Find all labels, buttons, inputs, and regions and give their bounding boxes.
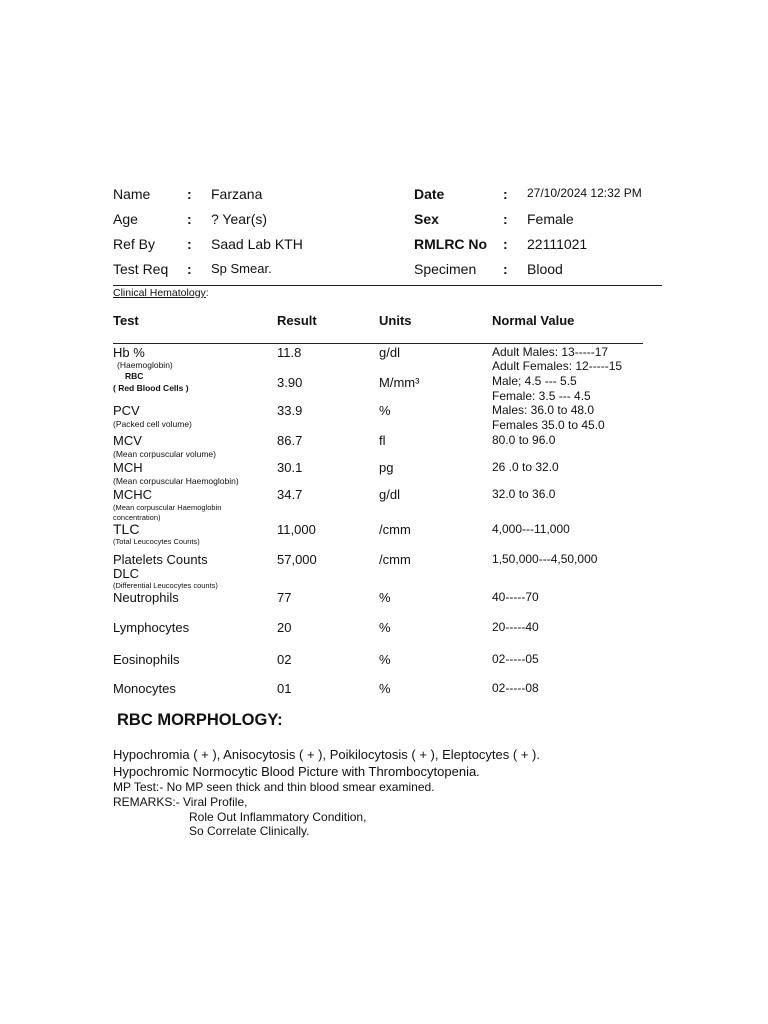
platelets-normal: 1,50,000---4,50,000 xyxy=(492,552,598,566)
lymphocytes-name: Lymphocytes xyxy=(113,620,190,635)
mchc-name: MCHC xyxy=(113,487,152,502)
hb-normal-1: Adult Males: 13-----17 xyxy=(492,345,609,359)
ref-by-colon: : xyxy=(187,236,192,252)
hb-normal-2: Adult Females: 12-----15 xyxy=(492,359,623,373)
tlc-sub: (Total Leucocytes Counts) xyxy=(113,537,200,546)
col-header-test: Test xyxy=(113,313,139,328)
morphology-line-2: Hypochromic Normocytic Blood Picture with Thrombocytopenia. xyxy=(113,764,480,779)
eosinophils-normal: 02-----05 xyxy=(492,652,539,666)
dlc-sub: (Differential Leucocytes counts) xyxy=(113,581,218,590)
ref-by-label: Ref By xyxy=(113,236,156,252)
hb-sub: (Haemoglobin) xyxy=(117,360,173,370)
mch-result: 30.1 xyxy=(277,460,303,475)
mchc-normal: 32.0 to 36.0 xyxy=(492,487,556,501)
table-header-divider xyxy=(113,343,643,344)
rmlrc-value: 22111021 xyxy=(527,236,588,252)
pcv-name: PCV xyxy=(113,403,140,418)
mchc-result: 34.7 xyxy=(277,487,303,502)
platelets-result: 57,000 xyxy=(277,552,317,567)
mcv-result: 86.7 xyxy=(277,433,303,448)
lymphocytes-units: % xyxy=(379,620,391,635)
remarks-line-3: So Correlate Clinically. xyxy=(189,824,310,838)
tlc-units: /cmm xyxy=(379,522,411,537)
monocytes-result: 01 xyxy=(277,681,292,696)
age-value: ? Year(s) xyxy=(211,211,268,227)
mcv-name: MCV xyxy=(113,433,142,448)
sex-value: Female xyxy=(527,211,574,227)
section-title-wrap xyxy=(113,287,209,299)
rmlrc-label: RMLRC No xyxy=(414,236,488,252)
dlc-name: DLC xyxy=(113,566,140,581)
mchc-units: g/dl xyxy=(379,487,400,502)
platelets-name: Platelets Counts xyxy=(113,552,208,567)
morphology-title: RBC MORPHOLOGY: xyxy=(117,711,283,729)
date-value: 27/10/2024 12:32 PM xyxy=(527,186,642,200)
mch-name: MCH xyxy=(113,460,143,475)
remarks-line-1: REMARKS:- Viral Profile, xyxy=(113,795,248,809)
morphology-line-1: Hypochromia ( + ), Anisocytosis ( + ), Poikilocytosis ( + ), Eleptocytes ( + ). xyxy=(113,747,540,762)
mch-normal: 26 .0 to 32.0 xyxy=(492,460,559,474)
hb-name: Hb % xyxy=(113,345,145,360)
mchc-sub-1: (Mean corpuscular Haemoglobin xyxy=(113,503,222,512)
rbc-units: M/mm³ xyxy=(379,375,420,390)
mch-units: pg xyxy=(379,460,394,475)
monocytes-units: % xyxy=(379,681,391,696)
specimen-colon: : xyxy=(503,261,508,277)
platelets-units: /cmm xyxy=(379,552,411,567)
hb-result: 11.8 xyxy=(277,345,302,360)
neutrophils-units: % xyxy=(379,590,391,605)
col-header-units: Units xyxy=(379,313,412,328)
col-header-normal: Normal Value xyxy=(492,313,575,328)
rbc-sub: ( Red Blood Cells ) xyxy=(113,383,189,393)
neutrophils-normal: 40-----70 xyxy=(492,590,539,604)
neutrophils-name: Neutrophils xyxy=(113,590,179,605)
pcv-normal-2: Females 35.0 to 45.0 xyxy=(492,418,605,432)
monocytes-normal: 02-----08 xyxy=(492,681,539,695)
test-req-colon: : xyxy=(187,261,192,277)
ref-by-value: Saad Lab KTH xyxy=(211,236,303,252)
sex-label: Sex xyxy=(414,211,439,227)
mcv-normal: 80.0 to 96.0 xyxy=(492,433,556,447)
mp-test: MP Test:- No MP seen thick and thin blood smear examined. xyxy=(113,780,435,794)
date-label: Date xyxy=(414,186,445,202)
eosinophils-units: % xyxy=(379,652,391,667)
remarks-line-2: Role Out Inflammatory Condition, xyxy=(189,810,367,824)
tlc-result: 11,000 xyxy=(277,522,316,537)
age-colon: : xyxy=(187,211,192,227)
pcv-sub: (Packed cell volume) xyxy=(113,419,192,429)
mch-sub: (Mean corpuscular Haemoglobin) xyxy=(113,476,239,486)
hb-units: g/dl xyxy=(379,345,400,360)
name-value: Farzana xyxy=(211,186,263,202)
tlc-normal: 4,000---11,000 xyxy=(492,522,570,536)
tlc-name: TLC xyxy=(113,521,140,537)
test-req-value: Sp Smear. xyxy=(211,261,272,276)
pcv-normal-1: Males: 36.0 to 48.0 xyxy=(492,403,595,417)
eosinophils-result: 02 xyxy=(277,652,292,667)
name-label: Name xyxy=(113,186,151,202)
section-title-colon: : xyxy=(205,287,209,299)
test-req-label: Test Req xyxy=(113,261,169,277)
header-divider xyxy=(113,285,662,286)
pcv-units: % xyxy=(379,403,391,418)
sex-colon: : xyxy=(503,211,508,227)
section-title: Clinical Hematology xyxy=(113,287,206,299)
col-header-result: Result xyxy=(277,313,317,328)
rbc-result: 3.90 xyxy=(277,375,303,390)
monocytes-name: Monocytes xyxy=(113,681,176,696)
date-colon: : xyxy=(503,186,508,202)
rbc-name: RBC xyxy=(125,371,144,381)
name-colon: : xyxy=(187,186,192,202)
specimen-value: Blood xyxy=(527,261,563,277)
lymphocytes-result: 20 xyxy=(277,620,292,635)
mcv-sub: (Mean corpuscular volume) xyxy=(113,449,216,459)
rbc-normal-2: Female: 3.5 --- 4.5 xyxy=(492,389,591,403)
mcv-units: fl xyxy=(379,433,386,448)
age-label: Age xyxy=(113,211,138,227)
eosinophils-name: Eosinophils xyxy=(113,652,180,667)
neutrophils-result: 77 xyxy=(277,590,292,605)
rbc-normal-1: Male; 4.5 --- 5.5 xyxy=(492,374,577,388)
specimen-label: Specimen xyxy=(414,261,477,277)
rmlrc-colon: : xyxy=(503,236,508,252)
mchc-sub-2: concentration) xyxy=(113,513,161,522)
pcv-result: 33.9 xyxy=(277,403,303,418)
lymphocytes-normal: 20-----40 xyxy=(492,620,539,634)
